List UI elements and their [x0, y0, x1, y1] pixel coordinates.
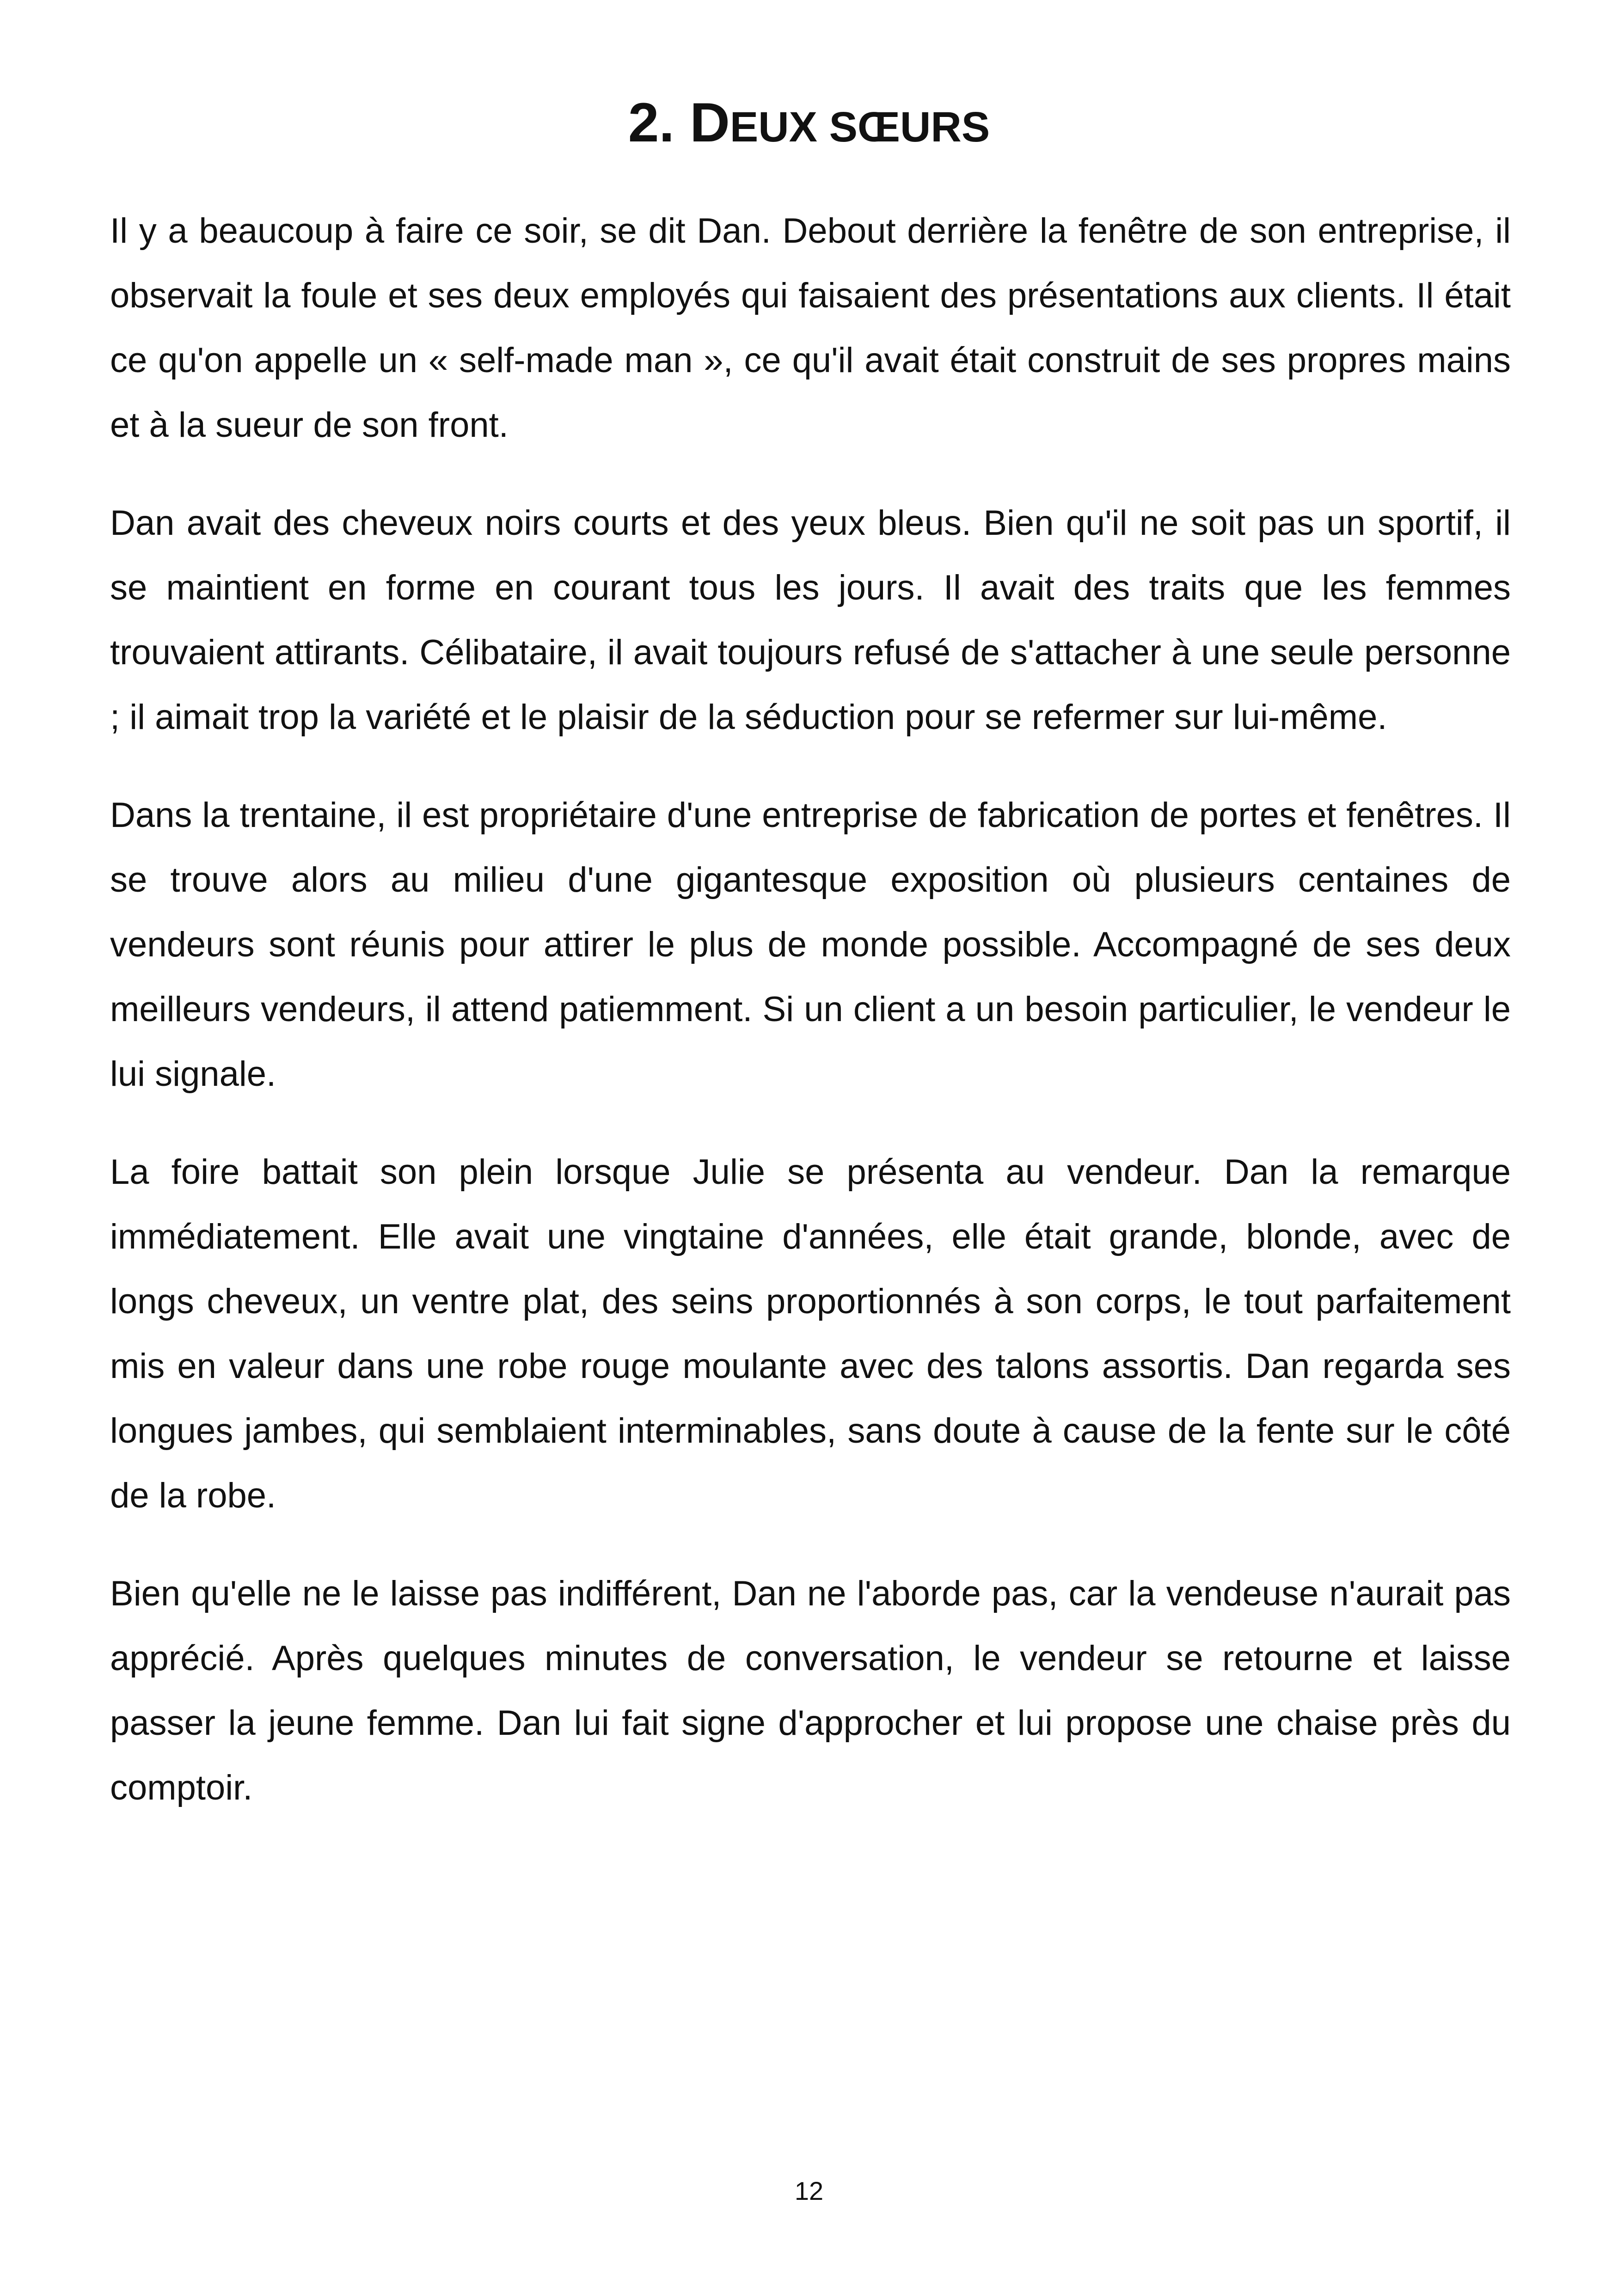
paragraph-5: Bien qu'elle ne le laisse pas indifférent, Dan ne l'aborde pas, car la vendeuse n'aurait pas apprécié. Après quelques minutes de conversation, le vendeur se retourne et laisse passer la jeune femme. Dan lui fait signe d'approcher et lui propose une chaise près du comptoir.	[110, 1574, 1511, 1807]
chapter-title-smallcaps-end: ŒURS	[857, 104, 990, 151]
body-text	[110, 199, 1511, 1854]
paragraph-4: La foire battait son plein lorsque Julie se présenta au vendeur. Dan la remarque immédiatement. Elle avait une vingtaine d'années, elle était grande, blonde, avec de longs cheveux, un ventre plat, des seins proportionnés à son corps, le tout parfaitement mis en valeur dans une robe rouge moulante avec des talons assortis. Dan regarda ses longues jambes, qui semblaient interminables, sans doute à cause de la fente sur le côté de la robe.	[110, 1152, 1511, 1515]
chapter-title-smallcaps: EUX S	[729, 104, 858, 151]
page-number: 12	[794, 2176, 824, 2205]
chapter-number: 2. D	[628, 92, 730, 153]
paragraph-1: Il y a beaucoup à faire ce soir, se dit Dan. Debout derrière la fenêtre de son entreprise, il observait la foule et ses deux employés qui faisaient des présentations aux clients. Il était ce qu'on appelle un « self-made man », ce qu'il avait était construit de ses propres mains et à la sueur de son front.	[110, 211, 1511, 445]
chapter-title	[0, 88, 1618, 162]
paragraph-3: Dans la trentaine, il est propriétaire d'une entreprise de fabrication de portes et fenêtres. Il se trouve alors au milieu d'une gigantesque exposition où plusieurs centaines de vendeurs sont réunis pour attirer le plus de monde possible. Accompagné de ses deux meilleurs vendeurs, il attend patiemment. Si un client a un besoin particulier, le vendeur le lui signale.	[110, 796, 1511, 1094]
paragraph-2: Dan avait des cheveux noirs courts et des yeux bleus. Bien qu'il ne soit pas un sportif, il se maintient en forme en courant tous les jours. Il avait des traits que les femmes trouvaient attirants. Célibataire, il avait toujours refusé de s'attacher à une seule personne ; il aimait trop la variété et le plaisir de la séduction pour se refermer sur lui-même.	[110, 503, 1511, 737]
